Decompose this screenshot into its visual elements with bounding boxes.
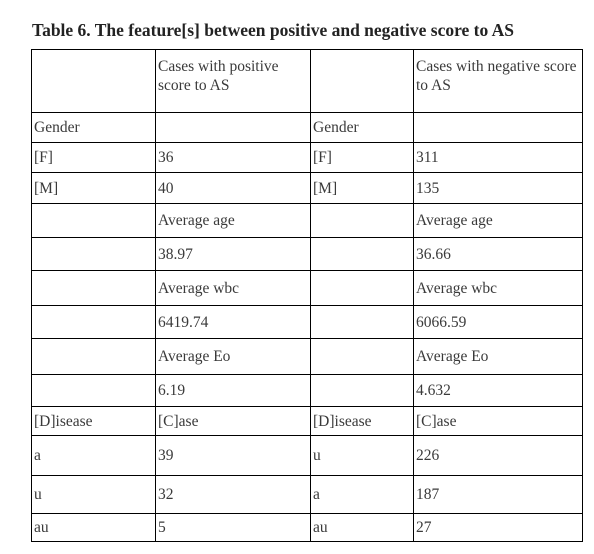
positive-disease-count: 39 — [156, 436, 311, 476]
positive-male-count: 40 — [156, 173, 311, 204]
gender-label: Gender — [32, 113, 156, 143]
negative-average-wbc: 6066.59 — [414, 306, 583, 339]
metric-value-row — [32, 306, 583, 339]
positive-average-age: 38.97 — [156, 238, 311, 271]
metric-label-row — [32, 339, 583, 375]
average-wbc-label: Average wbc — [156, 271, 311, 306]
case-label: [C]ase — [414, 407, 583, 436]
negative-average-age: 36.66 — [414, 238, 583, 271]
header-empty-cell — [32, 50, 156, 113]
table-row — [32, 143, 583, 173]
negative-disease-type: u — [311, 436, 414, 476]
positive-disease-count: 32 — [156, 476, 311, 514]
average-age-label: Average age — [156, 204, 311, 238]
table-caption: Table 6. The feature[s] between positive and negative score to AS — [32, 20, 515, 40]
header-empty-cell — [311, 50, 414, 113]
gender-male-label: [M] — [32, 173, 156, 204]
average-age-label: Average age — [414, 204, 583, 238]
negative-male-count: 135 — [414, 173, 583, 204]
gender-female-label: [F] — [32, 143, 156, 173]
negative-disease-count: 27 — [414, 514, 583, 542]
disease-label: [D]isease — [32, 407, 156, 436]
gender-header-row — [32, 113, 583, 143]
positive-disease-type: u — [32, 476, 156, 514]
gender-label: Gender — [311, 113, 414, 143]
positive-average-eo: 6.19 — [156, 375, 311, 407]
negative-disease-count: 226 — [414, 436, 583, 476]
positive-disease-type: a — [32, 436, 156, 476]
negative-female-count: 311 — [414, 143, 583, 173]
negative-cases-header: Cases with negative score to AS — [414, 50, 583, 113]
average-eo-label: Average Eo — [414, 339, 583, 375]
table-row — [32, 436, 583, 476]
positive-cases-header: Cases with positive score to AS — [156, 50, 311, 113]
metric-label-row — [32, 204, 583, 238]
average-eo-label: Average Eo — [156, 339, 311, 375]
negative-disease-count: 187 — [414, 476, 583, 514]
gender-male-label: [M] — [311, 173, 414, 204]
header-row — [32, 50, 583, 113]
metric-value-row — [32, 238, 583, 271]
negative-disease-type: a — [311, 476, 414, 514]
table-row — [32, 476, 583, 514]
metric-value-row — [32, 375, 583, 407]
negative-disease-type: au — [311, 514, 414, 542]
positive-average-wbc: 6419.74 — [156, 306, 311, 339]
metric-label-row — [32, 271, 583, 306]
disease-header-row — [32, 407, 583, 436]
table-row — [32, 173, 583, 204]
data-table — [31, 49, 583, 542]
table-row — [32, 514, 583, 542]
negative-average-eo: 4.632 — [414, 375, 583, 407]
positive-disease-type: au — [32, 514, 156, 542]
disease-label: [D]isease — [311, 407, 414, 436]
positive-female-count: 36 — [156, 143, 311, 173]
average-wbc-label: Average wbc — [414, 271, 583, 306]
case-label: [C]ase — [156, 407, 311, 436]
positive-disease-count: 5 — [156, 514, 311, 542]
gender-female-label: [F] — [311, 143, 414, 173]
